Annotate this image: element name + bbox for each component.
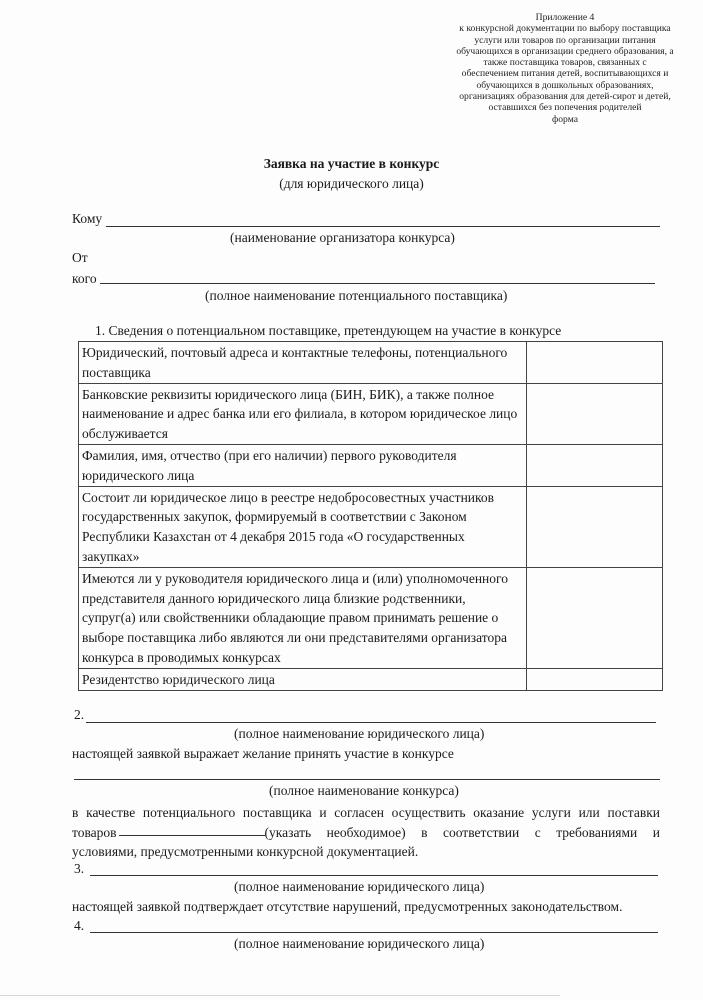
supplier-info-table — [78, 341, 663, 691]
goods-rest-text: (указать необходимое) в соответствии с требованиями и — [264, 825, 660, 840]
appendix-line: услуги или товаров по организации питания — [474, 34, 656, 46]
scan-edge-line — [0, 995, 560, 996]
to-field[interactable] — [106, 226, 660, 227]
from-label-line2: кого — [72, 271, 97, 286]
document-subtitle: (для юридического лица) — [279, 176, 424, 191]
appendix-line: форма — [552, 113, 578, 125]
from-label-line1: От — [72, 250, 88, 265]
section4-entity-caption: (полное наименование юридического лица) — [234, 936, 485, 951]
row-answer-cell[interactable] — [527, 486, 663, 567]
appendix-line: организациях образования для детей-сирот и детей, — [459, 91, 671, 103]
section4-entity-field[interactable] — [90, 932, 658, 933]
section3-statement: настоящей заявкой подтверждает отсутствие нарушений, предусмотренных законодательством. — [72, 899, 623, 914]
section2-statement: настоящей заявкой выражает желание принять участие в конкурсе — [72, 746, 454, 761]
appendix-line: обучающихся в организации среднего образования, а — [456, 45, 674, 57]
section3-number: 3. — [74, 861, 85, 876]
section1-heading: 1. Сведения о потенциальном поставщике, претендующем на участие в конкурсе — [95, 323, 562, 338]
section3-entity-caption: (полное наименование юридического лица) — [234, 879, 485, 894]
row-answer-cell[interactable] — [527, 567, 663, 668]
row-answer-cell[interactable] — [527, 444, 663, 486]
row-question: Фамилия, имя, отчество (при его наличии) первого руководителя юридического лица — [79, 444, 527, 486]
section2-body-line3: условиями, предусмотренными конкурсной документацией. — [72, 844, 419, 859]
row-answer-cell[interactable] — [527, 383, 663, 444]
section2-entity-field[interactable] — [86, 722, 656, 723]
appendix-note — [430, 12, 700, 125]
table-row — [79, 342, 663, 384]
row-question: Банковские реквизиты юридического лица (БИН, БИК), а также полное наименование и адрес банка или его филиала, в котором юридическое лицо обслуживается — [79, 383, 527, 444]
table-row — [79, 383, 663, 444]
appendix-line: оставшихся без попечения родителей — [488, 102, 642, 114]
goods-label: товаров — [72, 825, 117, 840]
row-answer-cell[interactable] — [527, 668, 663, 690]
section2-number: 2. — [74, 707, 85, 722]
section3-entity-field[interactable] — [90, 875, 658, 876]
row-question: Резидентство юридического лица — [79, 668, 527, 690]
table-row — [79, 486, 663, 567]
row-question: Юридический, почтовый адреса и контактные телефоны, потенциального поставщика — [79, 342, 527, 384]
row-question: Состоит ли юридическое лицо в реестре недобросовестных участников государственных закупок, формируемый в соответствии с Законом Республики Казахстан от 4 декабря 2015 года «О государственных закупках» — [79, 486, 527, 567]
goods-field[interactable] — [119, 823, 265, 836]
to-label: Кому — [72, 211, 103, 226]
appendix-line: к конкурсной документации по выбору поставщика — [459, 23, 671, 35]
from-field[interactable] — [100, 283, 655, 284]
appendix-line: Приложение 4 — [535, 12, 595, 23]
to-caption: (наименование организатора конкурса) — [230, 230, 455, 245]
section2-contest-field[interactable] — [74, 779, 660, 780]
table-row — [79, 444, 663, 486]
section2-body-line2 — [72, 823, 660, 843]
section2-body-line1: в качестве потенциального поставщика и согласен осуществить оказание услуги или поставки — [72, 805, 660, 820]
row-answer-cell[interactable] — [527, 342, 663, 384]
section2-entity-caption: (полное наименование юридического лица) — [234, 726, 485, 741]
section2-contest-caption: (полное наименование конкурса) — [269, 783, 459, 798]
appendix-line: также поставщика товаров, связанных с — [483, 57, 647, 69]
table-row — [79, 567, 663, 668]
document-title: Заявка на участие в конкурс — [263, 156, 440, 171]
section4-number: 4. — [74, 918, 85, 933]
table-row — [79, 668, 663, 690]
appendix-line: обеспечением питания детей, воспитывающихся и — [461, 68, 669, 80]
appendix-line: обучающихся в дошкольных образованиях, — [476, 79, 654, 91]
from-caption: (полное наименование потенциального поставщика) — [205, 288, 508, 303]
row-question: Имеются ли у руководителя юридического лица и (или) уполномоченного представителя данного юридического лица близкие родственники, супруг(а) или свойственники обладающие правом принимать решение о выборе поставщика либо являются ли они представителями организатора конкурса в проводимых конкурсах — [79, 567, 527, 668]
